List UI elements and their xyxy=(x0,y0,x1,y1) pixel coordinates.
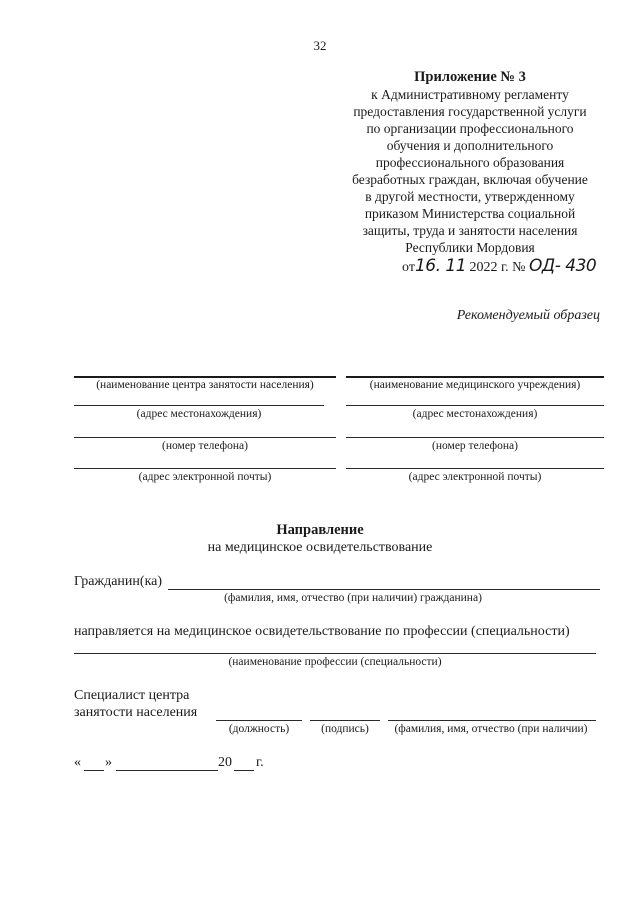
citizen-name-caption: (фамилия, имя, отчество (при наличии) гражданина) xyxy=(224,592,482,604)
document-subtitle: на медицинское освидетельствование xyxy=(207,540,433,555)
specialist-label: занятости населения xyxy=(74,705,198,720)
medical-address-line xyxy=(346,405,604,406)
center-email-caption: (адрес электронной почты) xyxy=(138,471,272,483)
center-address-line xyxy=(74,405,324,406)
annex-line: к Административному регламенту xyxy=(371,87,569,102)
document-title: Направление xyxy=(276,522,364,538)
center-name-line xyxy=(74,376,336,378)
medical-email-caption: (адрес электронной почты) xyxy=(408,471,542,483)
profession-line xyxy=(74,653,596,654)
specialist-fio-caption: (фамилия, имя, отчество (при наличии) xyxy=(394,723,588,735)
medical-phone-line xyxy=(346,437,604,438)
date-year-suffix: г. xyxy=(256,755,264,770)
signature-caption: (подпись) xyxy=(321,723,369,735)
position-line xyxy=(216,720,302,721)
signature-line xyxy=(310,720,380,721)
annex-line: защиты, труда и занятости населения xyxy=(362,223,578,238)
recommended-sample-label: Рекомендуемый образец xyxy=(456,308,600,323)
handwritten-date: 16. 11 xyxy=(414,256,467,276)
annex-line: приказом Министерства социальной xyxy=(364,206,576,221)
date-day-line xyxy=(84,770,104,771)
annex-header xyxy=(318,68,622,256)
center-email-line xyxy=(74,468,336,469)
medical-email-line xyxy=(346,468,604,469)
annex-line: в другой местности, утвержденному xyxy=(365,189,575,204)
annex-line: по организации профессионального xyxy=(366,121,574,136)
annex-line: профессионального образования xyxy=(375,155,565,170)
date-month-line xyxy=(116,770,218,771)
date-century: 20 xyxy=(218,755,232,770)
medical-name-line xyxy=(346,376,604,378)
referral-text: направляется на медицинское освидетельствование по профессии (специальности) xyxy=(74,624,570,639)
medical-name-caption: (наименование медицинского учреждения) xyxy=(369,379,581,391)
position-caption: (должность) xyxy=(228,723,290,735)
date-year-line xyxy=(234,770,254,771)
center-phone-caption: (номер телефона) xyxy=(162,440,248,452)
handwritten-order-number: ОД- 430 xyxy=(529,256,597,276)
center-name-caption: (наименование центра занятости населения) xyxy=(96,379,314,391)
annex-line: обучения и дополнительного xyxy=(386,138,554,153)
profession-caption: (наименование профессии (специальности) xyxy=(228,656,442,668)
annex-line: безработных граждан, включая обучение xyxy=(352,172,588,187)
medical-address-caption: (адрес местонахождения) xyxy=(412,408,538,420)
annex-line: Республики Мордовия xyxy=(405,240,535,255)
center-address-caption: (адрес местонахождения) xyxy=(136,408,262,420)
specialist-fio-line xyxy=(388,720,596,721)
specialist-label: Специалист центра xyxy=(74,688,190,703)
citizen-name-line xyxy=(168,589,600,590)
year-text: 2022 г. № xyxy=(469,260,526,275)
annex-line: предоставления государственной услуги xyxy=(353,104,587,119)
page-number: 32 xyxy=(313,38,327,53)
order-date-line xyxy=(402,256,596,276)
center-phone-line xyxy=(74,437,336,438)
annex-title: Приложение № 3 xyxy=(414,69,526,85)
date-open-quote: « xyxy=(74,755,81,770)
citizen-label: Гражданин(ка) xyxy=(74,574,163,589)
date-close-quote: » xyxy=(105,755,112,770)
from-prefix: от xyxy=(402,260,415,275)
medical-phone-caption: (номер телефона) xyxy=(432,440,518,452)
